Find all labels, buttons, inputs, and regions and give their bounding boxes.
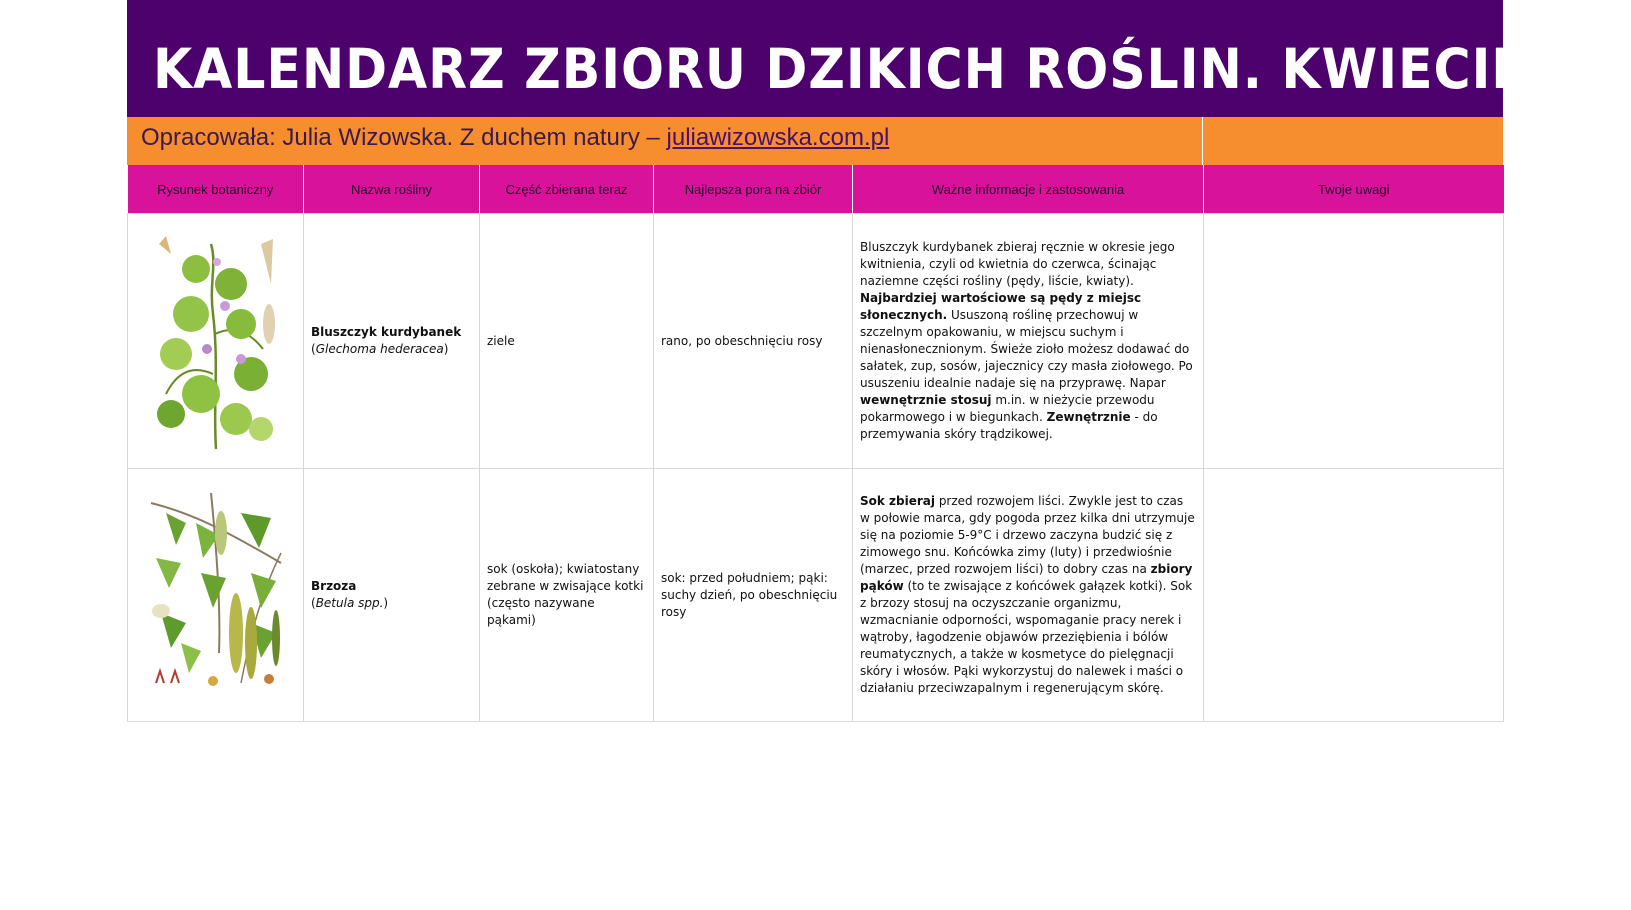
column-header: Rysunek botaniczny xyxy=(128,165,304,214)
info-text: m.in. w nieżycie przewodu pokarmowego i w biegunkach. xyxy=(860,393,1155,424)
info-bold: wewnętrznie stosuj xyxy=(860,393,992,407)
illustration-cell xyxy=(128,469,304,722)
plant-calendar-table xyxy=(127,165,1504,722)
info-bold: zbiory pąków xyxy=(860,562,1193,593)
column-header: Część zbierana teraz xyxy=(480,165,654,214)
table-header-row xyxy=(128,165,1504,214)
sheet xyxy=(127,0,1571,722)
info-bold: Zewnętrznie xyxy=(1046,410,1131,424)
plant-name-cell xyxy=(304,214,480,469)
latin-name: Betula spp. xyxy=(315,596,384,610)
harvested-part-cell: sok (oskoła); kwiatostany zebrane w zwisające kotki (często nazywane pąkami) xyxy=(480,469,654,722)
notes-cell[interactable] xyxy=(1204,214,1504,469)
table-row xyxy=(128,214,1504,469)
paren: ( xyxy=(311,596,316,610)
info-bold: Sok zbieraj xyxy=(860,494,935,508)
latin-name: Glechoma hederacea xyxy=(315,342,444,356)
info-text: (to te zwisające z końcówek gałązek kotki). Sok z brzozy stosuj na oczyszczanie organizmu, wzmacnianie odporności, wspomaganie pracy nerek i wątroby, łagodzenie objawów przeziębienia i bólów reumatycznych, a także w kosmetyce do pielęgnacji skóry i włosów. Pąki wykorzystuj do nalewek i maści o działaniu przeciwzapalnym i regenerującym skórę. xyxy=(860,579,1193,695)
paren: ) xyxy=(443,342,449,356)
page-title: KALENDARZ ZBIORU DZIKICH ROŚLIN. KWIECIEŃ xyxy=(153,37,1571,101)
notes-cell[interactable] xyxy=(1204,469,1504,722)
info-text: - do przemywania skóry trądzikowej. xyxy=(860,410,1158,441)
website-link[interactable]: juliawizowska.com.pl xyxy=(666,124,890,151)
paren: ( xyxy=(311,342,316,356)
info-cell xyxy=(853,214,1204,469)
harvest-time-cell: sok: przed południem; pąki: suchy dzień, po obeschnięciu rosy xyxy=(654,469,853,722)
info-text: Ususzoną roślinę przechowuj w szczelnym opakowaniu, w miejscu suchym i nienasłonecznionym. Świeże zioło możesz dodawać do sałatek, zup, sosów, jajecznicy czy masła ziołowego. Po ususzeniu idealnie nadaje się na przyprawę. Napar xyxy=(860,308,1193,390)
info-cell xyxy=(853,469,1204,722)
subtitle-divider xyxy=(1202,117,1203,165)
plant-name: Brzoza xyxy=(311,579,357,593)
column-header: Nazwa rośliny xyxy=(304,165,480,214)
info-text: Bluszczyk kurdybanek zbieraj ręcznie w okresie jego kwitnienia, czyli od kwietnia do czerwca, ścinając naziemne części rośliny (pędy, liście, kwiaty). xyxy=(860,240,1175,288)
author-credit: Opracowała: Julia Wizowska. Z duchem natury – xyxy=(141,124,667,151)
subtitle xyxy=(141,124,889,152)
illustration-cell xyxy=(128,214,304,469)
column-header: Najlepsza pora na zbiór xyxy=(654,165,853,214)
column-header: Ważne informacje i zastosowania xyxy=(853,165,1204,214)
info-bold: Najbardziej wartościowe są pędy z miejsc słonecznych. xyxy=(860,291,1142,322)
column-header: Twoje uwagi xyxy=(1204,165,1504,214)
birch-illustration xyxy=(141,483,291,703)
harvest-time-cell: rano, po obeschnięciu rosy xyxy=(654,214,853,469)
paren: ) xyxy=(383,596,389,610)
plant-name-cell xyxy=(304,469,480,722)
title-bar xyxy=(127,0,1571,117)
plant-name: Bluszczyk kurdybanek xyxy=(311,325,462,339)
table-row xyxy=(128,469,1504,722)
info-text: przed rozwojem liści. Zwykle jest to czas w połowie marca, gdy pogoda przez kilka dni utrzymuje się na poziomie 5-9°C i drzewo zaczyna budzić się z zimowego snu. Końcówka zimy (luty) i przedwiośnie (marzec, przed rozwojem liści) to dobry czas na xyxy=(860,494,1195,576)
subtitle-bar xyxy=(127,117,1503,165)
ground-ivy-illustration xyxy=(141,224,291,454)
harvested-part-cell: ziele xyxy=(480,214,654,469)
